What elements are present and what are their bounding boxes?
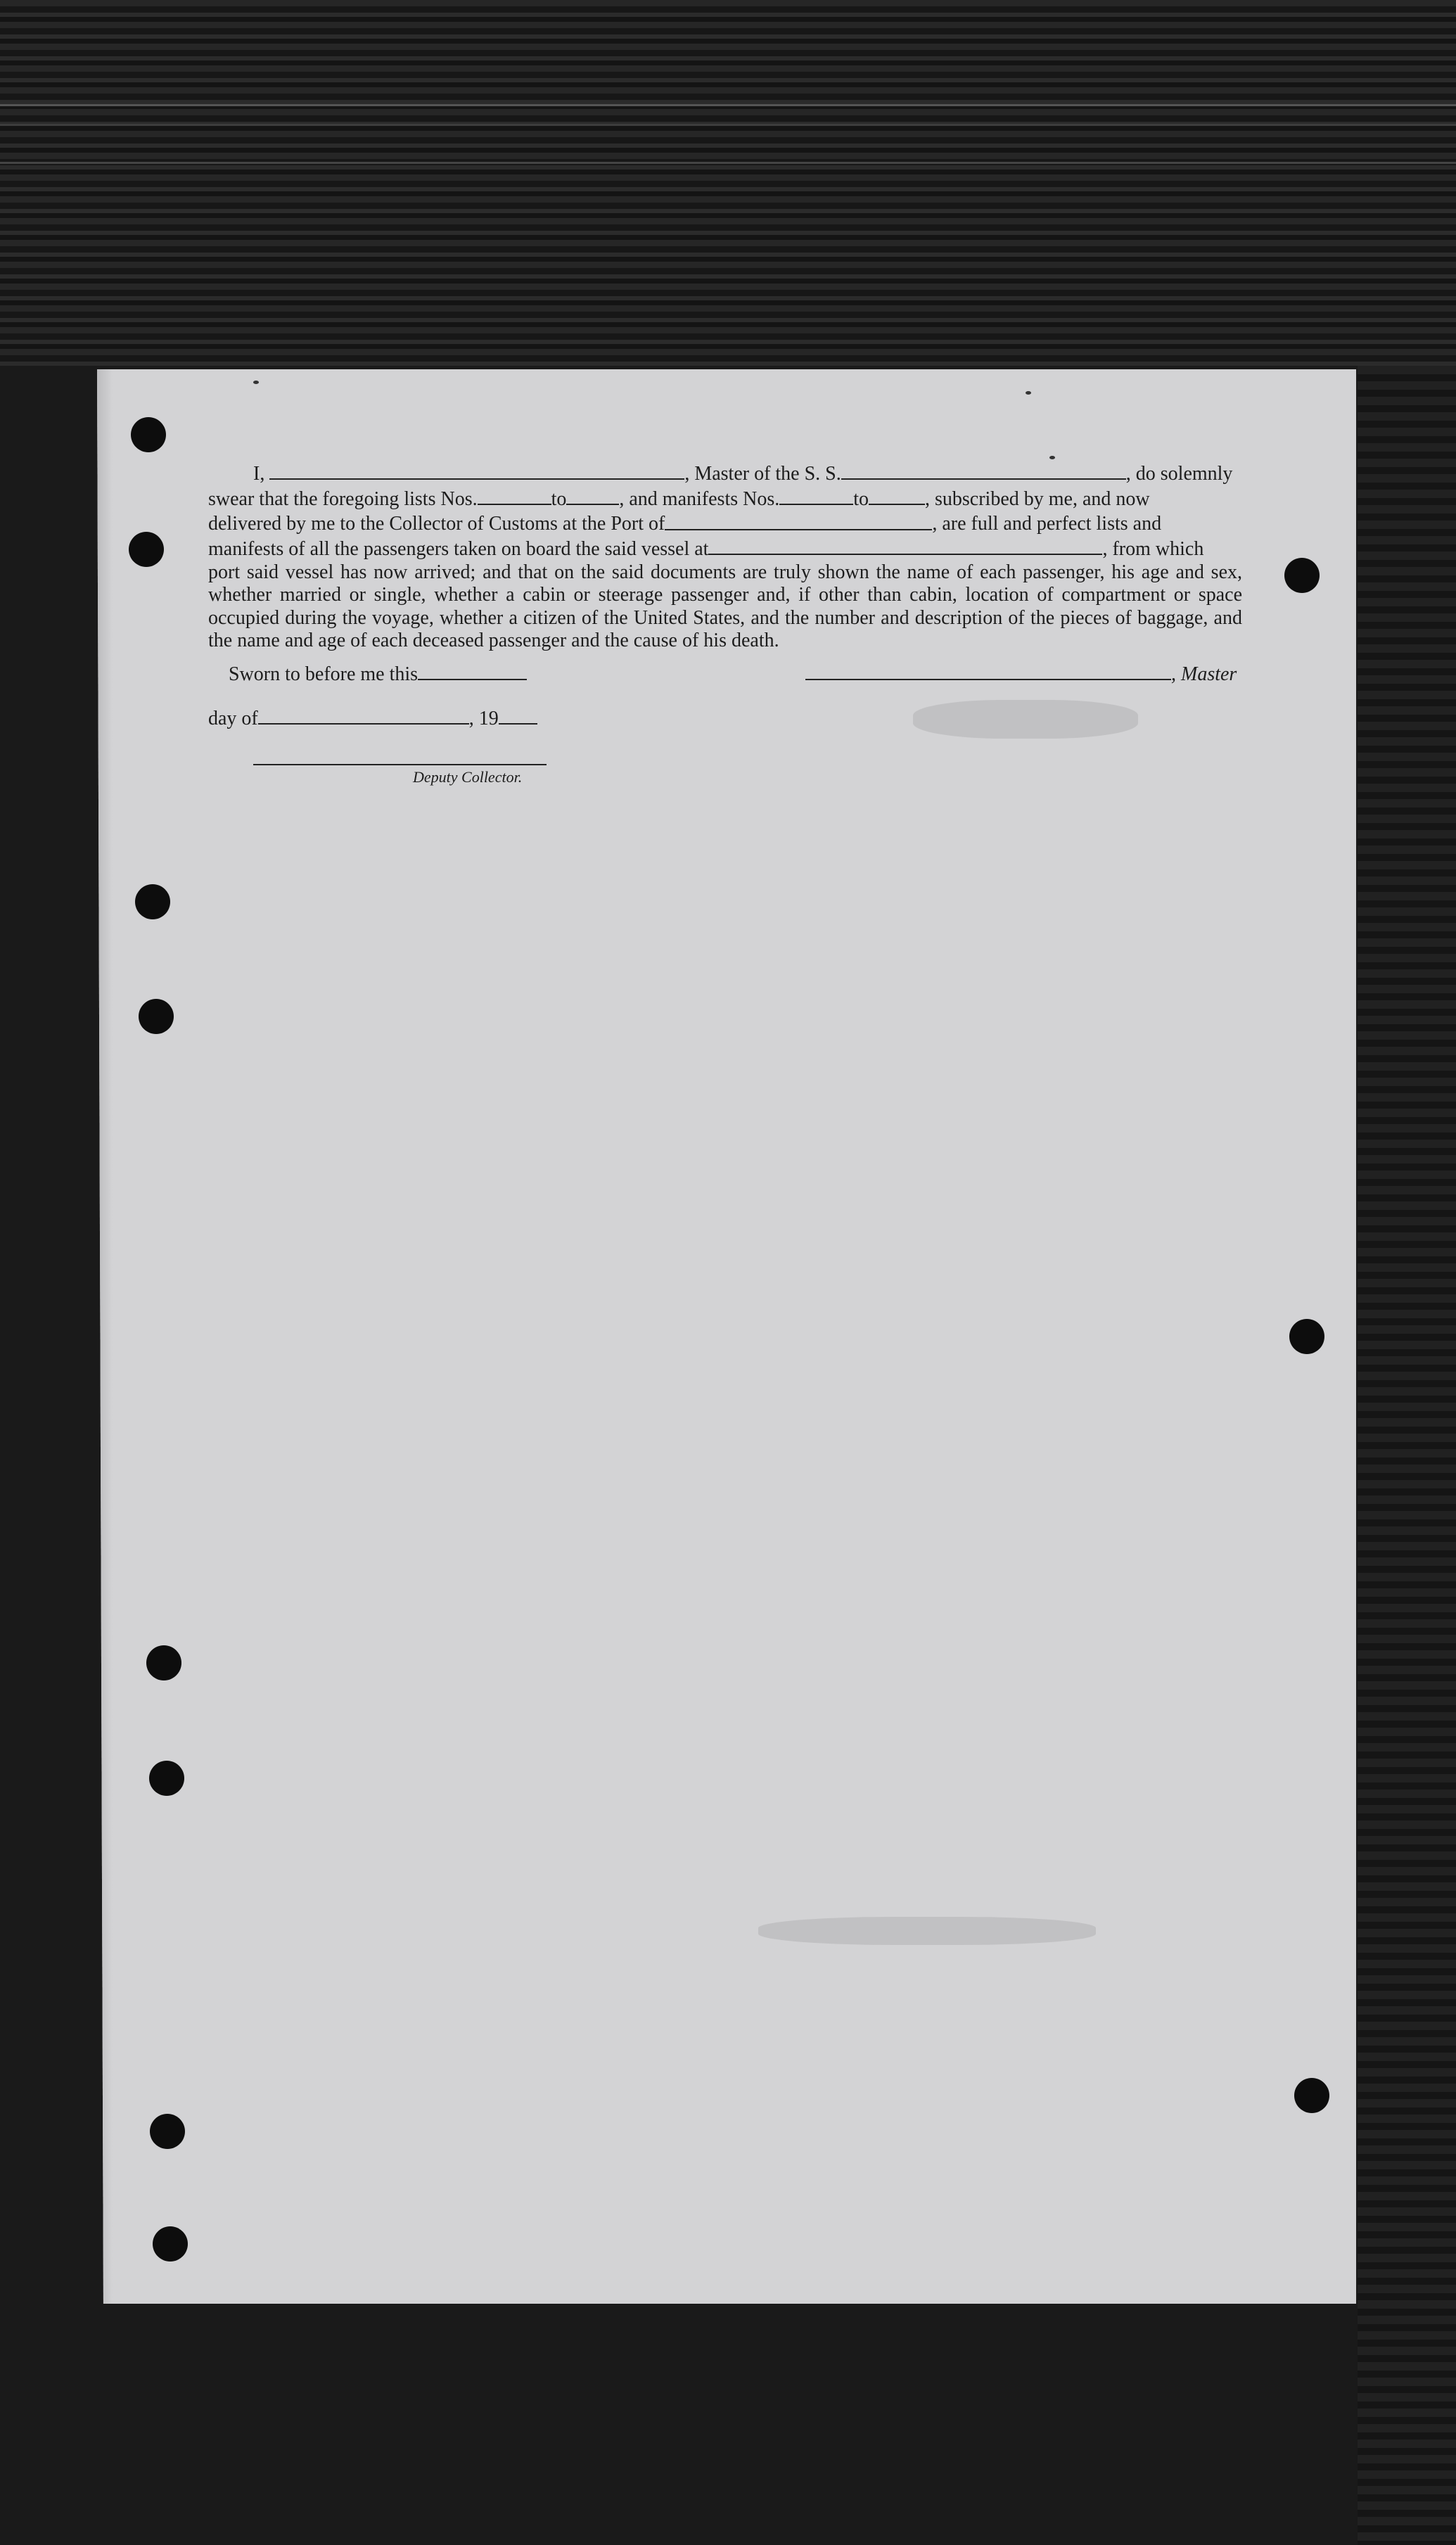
speck [253,381,259,384]
oath-text: manifests of all the passengers taken on board the said vessel at [208,538,709,561]
punch-hole [131,417,166,452]
film-streak [0,124,1456,126]
microfilm-border-top [0,0,1456,366]
manifest-from-blank [779,486,853,505]
microfilm-border-right [1358,366,1456,2545]
film-streak [0,162,1456,164]
sheet-edge-shadow [97,369,113,2304]
oath-text: to [551,487,567,510]
punch-hole [135,884,170,919]
master-name-blank [269,461,684,480]
departure-port-blank [708,536,1102,555]
faint-smudge [758,1917,1096,1945]
list-from-blank [478,486,551,505]
deputy-collector-label: Deputy Collector. [413,768,523,786]
oath-text: delivered by me to the Collector of Customs at the Port of [208,513,665,535]
oath-text: to [853,487,869,510]
oath-text: I, [253,463,265,485]
year-blank [499,706,537,725]
year-label: , 19 [468,708,499,730]
day-blank [258,706,469,725]
master-signature-blank [805,661,1171,680]
deputy-signature-line [253,764,547,765]
port-blank [665,511,932,530]
punch-hole [139,999,174,1034]
list-to-blank [566,486,619,505]
ship-name-blank [841,461,1126,480]
oath-body: port said vessel has now arrived; and that on the said documents are truly shown the name of each passenger, his age and sex, whether married or single, whether a cabin or steerage passenger and, if other than cabin, location of compartment or space occupied during the voyage, whether a citizen of the United States, and the number and description of the pieces of baggage, and the name and age of each deceased passenger and the cause of his death. [208,561,1242,652]
oath-text: swear that the foregoing lists Nos. [208,487,478,510]
sworn-label: Sworn to before me this [229,663,419,686]
oath-text: , do solemnly [1125,463,1233,485]
document-sheet [97,369,1356,2304]
punch-hole [146,1645,181,1680]
oath-text: , from which [1102,538,1204,561]
punch-hole [129,532,164,567]
oath-text: , subscribed by me, and now [925,487,1150,510]
day-line [208,706,537,730]
punch-hole [1294,2078,1329,2113]
day-of-label: day of [208,708,258,730]
oath-text: , Master of the S. S. [684,463,841,485]
oath-text: , and manifests Nos. [619,487,780,510]
faint-smudge [913,700,1138,739]
speck [1026,391,1031,395]
master-label: , Master [1171,663,1237,686]
punch-hole [153,2226,188,2262]
oath-text: , are full and perfect lists and [932,513,1162,535]
punch-hole [150,2114,185,2149]
speck [1049,456,1055,459]
sworn-date-blank [418,661,527,680]
punch-hole [1284,558,1320,593]
master-signature-line [805,661,1237,686]
film-streak [0,104,1456,106]
sworn-line [229,661,527,686]
punch-hole [1289,1319,1324,1354]
oath-paragraph [208,461,1242,653]
punch-hole [149,1761,184,1796]
manifest-to-blank [869,486,925,505]
